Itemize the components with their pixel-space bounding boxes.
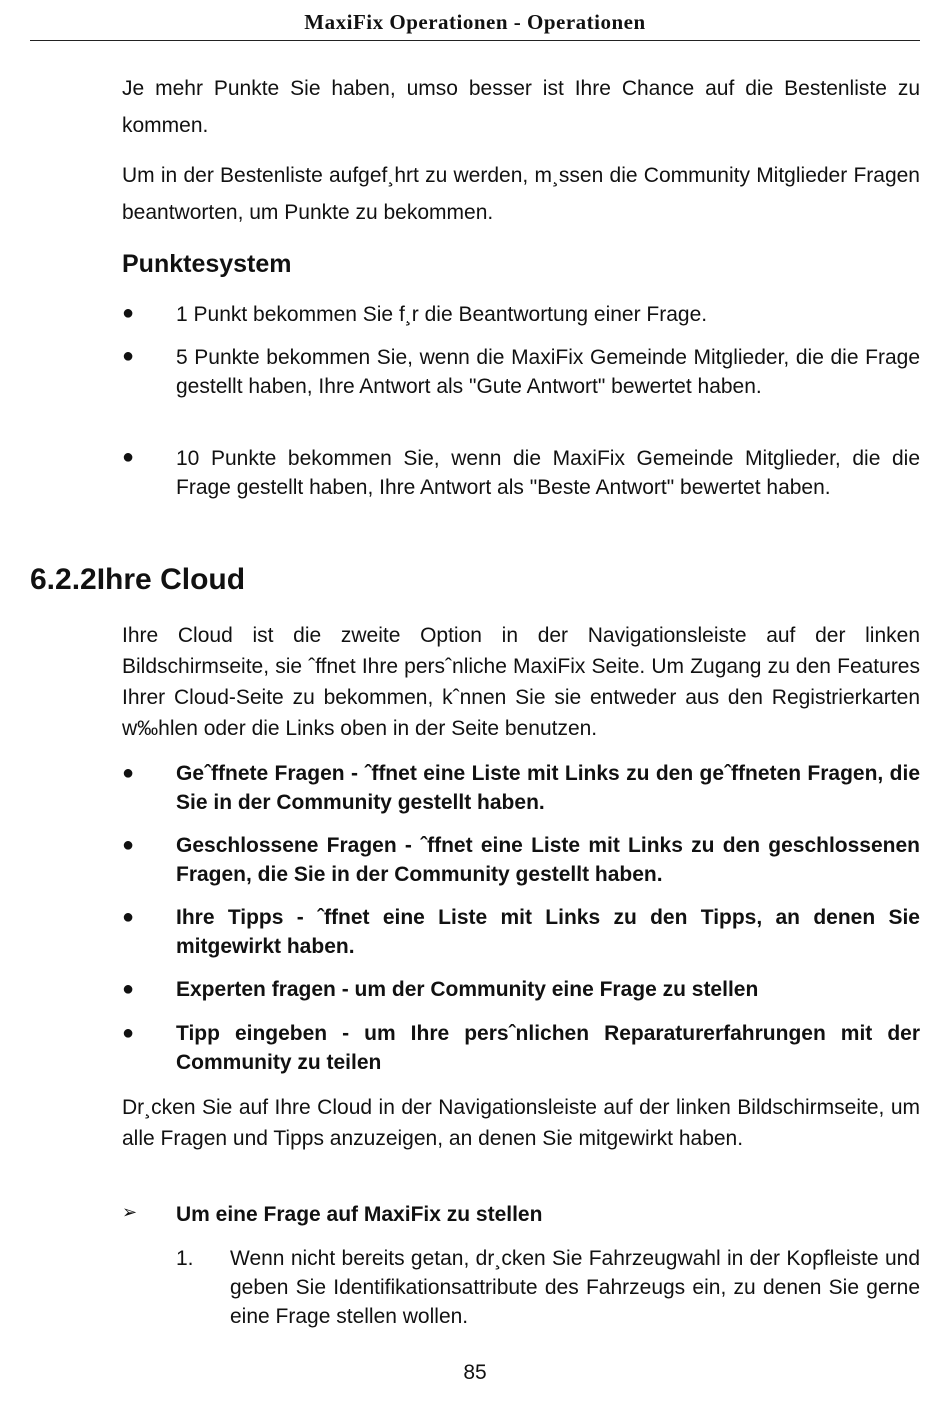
punktesystem-heading: Punktesystem <box>122 250 292 278</box>
bullet-icon: ● <box>122 834 135 856</box>
bullet-icon: ● <box>122 302 135 324</box>
bullet-icon: ● <box>122 906 135 928</box>
step-number: 1. <box>176 1247 194 1270</box>
intro-paragraph-2: Um in der Bestenliste aufgef¸hrt zu werden, m¸ssen die Community Mitglieder Fragen beantworten, um Punkte zu bekommen. <box>122 164 920 224</box>
step-text: Wenn nicht bereits getan, dr¸cken Sie Fahrzeugwahl in der Kopfleiste und geben Sie Identifikationsattribute des Fahrzeugs ein, zu denen Sie gerne eine Frage stellen wollen. <box>230 1247 920 1328</box>
cloud-item-closed-questions: Geschlossene Fragen - ˆffnet eine Liste mit Links zu den geschlossenen Fragen, die Sie in der Community gestellt haben. <box>176 834 920 886</box>
punkt-item-3: 10 Punkte bekommen Sie, wenn die MaxiFix Gemeinde Mitglieder, die die Frage gestellt haben, Ihre Antwort als "Beste Antwort" bewertet haben. <box>176 447 920 499</box>
bullet-icon: ● <box>122 345 135 367</box>
cloud-item-ask-experts: Experten fragen - um der Community eine Frage zu stellen <box>176 978 759 1001</box>
cloud-item-enter-tip: Tipp eingeben - um Ihre persˆnlichen Reparaturerfahrungen mit der Community zu teilen <box>176 1022 920 1074</box>
header-rule <box>30 40 920 41</box>
bullet-icon: ● <box>122 446 135 468</box>
cloud-item-tips: Ihre Tipps - ˆffnet eine Liste mit Links zu den Tipps, an denen Sie mitgewirkt haben. <box>176 906 920 958</box>
punkt-item-1: 1 Punkt bekommen Sie f¸r die Beantwortung einer Frage. <box>176 303 708 326</box>
procedure-title: Um eine Frage auf MaxiFix zu stellen <box>176 1203 543 1226</box>
arrow-marker-icon: ➢ <box>122 1202 138 1223</box>
cloud-item-open-questions: Geˆffnete Fragen - ˆffnet eine Liste mit Links zu den geˆffneten Fragen, die Sie in der Community gestellt haben. <box>176 762 920 814</box>
bullet-icon: ● <box>122 1022 135 1044</box>
bullet-icon: ● <box>122 978 135 1000</box>
intro-paragraph-1: Je mehr Punkte Sie haben, umso besser ist Ihre Chance auf die Bestenliste zu kommen. <box>122 77 920 137</box>
page-header: MaxiFix Operationen - Operationen <box>304 10 646 34</box>
bullet-icon: ● <box>122 762 135 784</box>
page-number: 85 <box>463 1361 487 1384</box>
punkt-item-2: 5 Punkte bekommen Sie, wenn die MaxiFix Gemeinde Mitglieder, die die Frage gestellt haben, Ihre Antwort als "Gute Antwort" bewertet haben. <box>176 346 920 398</box>
section-heading: 6.2.2Ihre Cloud <box>30 563 246 596</box>
cloud-paragraph: Ihre Cloud ist die zweite Option in der Navigationsleiste auf der linken Bildschirmseite, sie ˆffnet Ihre persˆnliche MaxiFix Seite. Um Zugang zu den Features Ihrer Cloud-Seite zu bekommen, kˆnnen Sie sie entweder aus den Registrierkarten w‰hlen oder die Links oben in der Seite benutzen. <box>122 624 920 740</box>
cloud-closing-paragraph: Dr¸cken Sie auf Ihre Cloud in der Navigationsleiste auf der linken Bildschirmseite, um alle Fragen und Tipps anzuzeigen, an denen Sie mitgewirkt haben. <box>122 1096 920 1150</box>
